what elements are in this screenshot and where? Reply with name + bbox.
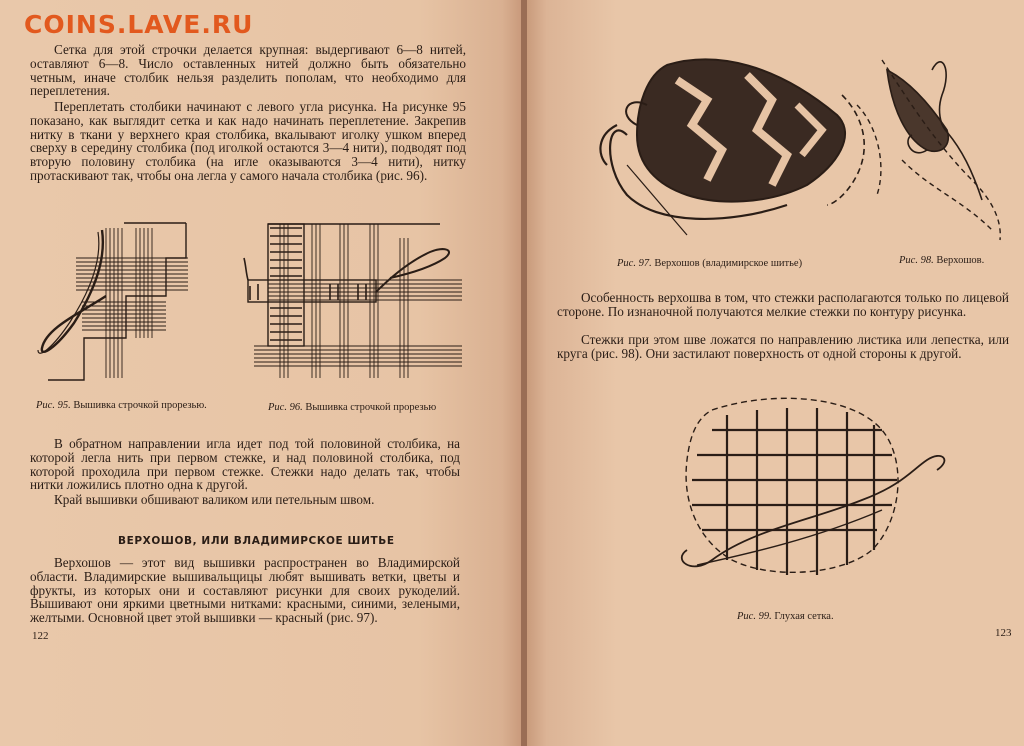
figure-98-caption: Рис. 98. Верхошов. <box>899 255 985 266</box>
left-paragraph-3: В обратном направлении игла идет под той половиной столбика, на которой легла нить при первом стежке, и над половиной столбика, под которой проходила при первом стежке. Стежки надо делать так, чтобы нитки ложились плотно одна к другой. <box>30 436 460 493</box>
figure-97-drawing <box>597 55 887 245</box>
right-paragraph-2: Стежки при этом шве ложатся по направлению листика или лепестка, или круга (рис. 98). Они застилают поверхность от одной стороны к другой. <box>557 332 1009 361</box>
figure-95-drawing <box>36 218 196 383</box>
figure-96-caption: Рис. 96. Вышивка строчкой прорезью <box>268 402 437 413</box>
figure-96-drawing <box>240 218 465 383</box>
left-paragraph-2: Переплетать столбики начинают с левого угла рисунка. На рисунке 95 показано, как выглядит сетка и как надо начинать переплетение. Закрепив нитку в ткани у верхнего края столбика, вкалывают иголку ушком вперед сверху в середину столбика (под иголкой остаются 3—4 нити), подводят под вторую половину столбика (на игле оказываются 3—4 нити), нитку протаскивают так, чтобы она легла у самого начала столбика (рис. 96). <box>30 99 466 183</box>
site-watermark: COINS.LAVE.RU <box>24 10 254 39</box>
left-paragraph-1: Сетка для этой строчки делается крупная: выдергивают 6—8 нитей, оставляют 6—8. Число оставленных нитей должно быть обязательно четным, иначе столбик нельзя разделить пополам, что необходимо для переплетения. <box>30 42 466 99</box>
left-paragraph-4: Край вышивки обшивают валиком или петельным швом. <box>54 492 375 507</box>
figure-99-caption: Рис. 99. Глухая сетка. <box>737 611 834 622</box>
page-number-left: 122 <box>32 630 49 642</box>
figure-97-caption: Рис. 97. Верхошов (владимирское шитье) <box>617 258 803 269</box>
figure-99-drawing <box>652 390 952 590</box>
page-number-right: 123 <box>995 627 1012 639</box>
right-paragraph-1: Особенность верхошва в том, что стежки располагаются только по лицевой стороне. По изнаночной получаются мелкие стежки по контуру рисунка. <box>557 290 1009 319</box>
left-paragraph-5: Верхошов — этот вид вышивки распространен во Владимирской области. Владимирские вышивальщицы любят вышивать ветки, цветы и фрукты, из которых они и составляют рисунки для своих рукоделий. Вышивают они яркими цветными нитками: красными, синими, зелеными, желтыми. Основной цвет этой вышивки — красный (рис. 97). <box>30 555 460 626</box>
figure-98-drawing <box>872 50 1012 250</box>
section-heading: ВЕРХОШОВ, ИЛИ ВЛАДИМИРСКОЕ ШИТЬЕ <box>118 535 395 547</box>
right-page <box>527 0 1024 746</box>
figure-95-caption: Рис. 95. Вышивка строчкой прорезью. <box>36 400 207 411</box>
